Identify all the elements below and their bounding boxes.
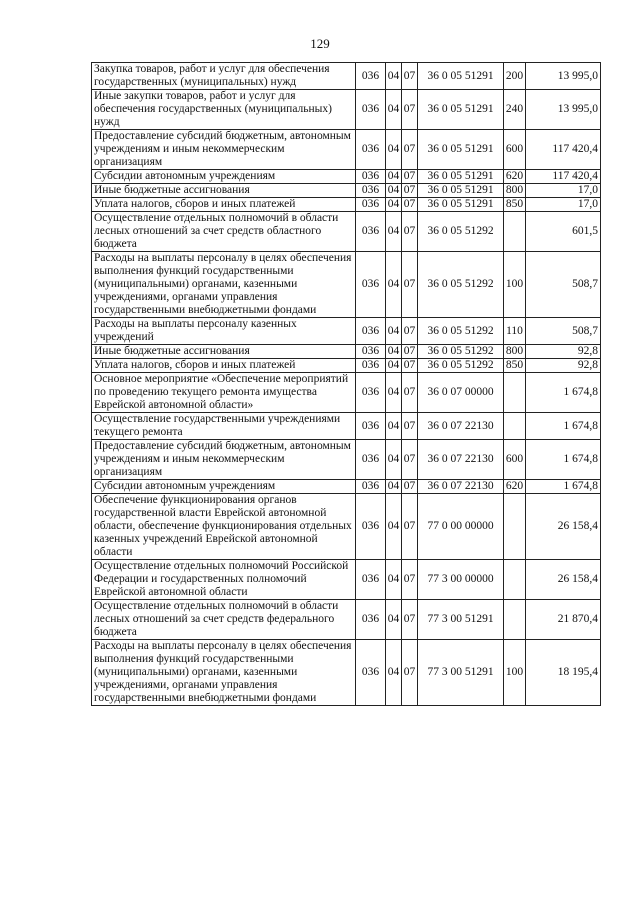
admin-code: 036 (356, 184, 386, 198)
expense-type-code: 850 (504, 198, 526, 212)
amount: 17,0 (526, 184, 601, 198)
section-code: 04 (386, 640, 402, 706)
amount: 508,7 (526, 318, 601, 345)
amount: 1 674,8 (526, 413, 601, 440)
subsection-code: 07 (402, 359, 418, 373)
expense-name: Предоставление субсидий бюджетным, автономным учреждениям и иным некоммерческим организациям (92, 440, 356, 480)
section-code: 04 (386, 413, 402, 440)
target-article-code: 36 0 05 51291 (418, 184, 504, 198)
expense-name: Осуществление государственными учреждениями текущего ремонта (92, 413, 356, 440)
section-code: 04 (386, 184, 402, 198)
admin-code: 036 (356, 640, 386, 706)
target-article-code: 36 0 05 51291 (418, 170, 504, 184)
section-code: 04 (386, 494, 402, 560)
section-code: 04 (386, 63, 402, 90)
expense-type-code (504, 413, 526, 440)
table-row (92, 252, 601, 318)
table-row (92, 345, 601, 359)
table-row (92, 184, 601, 198)
expense-type-code: 600 (504, 130, 526, 170)
target-article-code: 77 3 00 51291 (418, 640, 504, 706)
subsection-code: 07 (402, 170, 418, 184)
target-article-code: 36 0 05 51291 (418, 130, 504, 170)
expense-name: Иные закупки товаров, работ и услуг для обеспечения государственных (муниципальных) нужд (92, 90, 356, 130)
section-code: 04 (386, 345, 402, 359)
section-code: 04 (386, 480, 402, 494)
subsection-code: 07 (402, 345, 418, 359)
expense-name: Осуществление отдельных полномочий Российской Федерации и государственных полномочий Еврейской автономной области (92, 560, 356, 600)
amount: 508,7 (526, 252, 601, 318)
amount: 21 870,4 (526, 600, 601, 640)
target-article-code: 36 0 07 00000 (418, 373, 504, 413)
expense-name: Субсидии автономным учреждениям (92, 480, 356, 494)
admin-code: 036 (356, 130, 386, 170)
target-article-code: 36 0 05 51292 (418, 345, 504, 359)
expense-name: Обеспечение функционирования органов государственной власти Еврейской автономной области, обеспечение функционирования отдельных казенных учреждений Еврейской автономной области (92, 494, 356, 560)
table-row (92, 440, 601, 480)
admin-code: 036 (356, 212, 386, 252)
section-code: 04 (386, 560, 402, 600)
target-article-code: 36 0 05 51292 (418, 252, 504, 318)
admin-code: 036 (356, 480, 386, 494)
target-article-code: 36 0 05 51292 (418, 212, 504, 252)
amount: 92,8 (526, 345, 601, 359)
expense-name: Закупка товаров, работ и услуг для обеспечения государственных (муниципальных) нужд (92, 63, 356, 90)
admin-code: 036 (356, 413, 386, 440)
admin-code: 036 (356, 345, 386, 359)
expense-type-code (504, 494, 526, 560)
target-article-code: 36 0 05 51291 (418, 90, 504, 130)
target-article-code: 77 3 00 00000 (418, 560, 504, 600)
admin-code: 036 (356, 318, 386, 345)
section-code: 04 (386, 170, 402, 184)
expense-type-code (504, 560, 526, 600)
admin-code: 036 (356, 440, 386, 480)
admin-code: 036 (356, 198, 386, 212)
subsection-code: 07 (402, 318, 418, 345)
expense-type-code: 100 (504, 252, 526, 318)
target-article-code: 36 0 07 22130 (418, 440, 504, 480)
expense-name: Субсидии автономным учреждениям (92, 170, 356, 184)
subsection-code: 07 (402, 184, 418, 198)
subsection-code: 07 (402, 252, 418, 318)
page-number: 129 (310, 36, 330, 51)
expense-name: Основное мероприятие «Обеспечение мероприятий по проведению текущего ремонта имущества Еврейской автономной области» (92, 373, 356, 413)
admin-code: 036 (356, 373, 386, 413)
amount: 117 420,4 (526, 130, 601, 170)
table-row (92, 212, 601, 252)
subsection-code: 07 (402, 560, 418, 600)
expense-name: Расходы на выплаты персоналу в целях обеспечения выполнения функций государственными (муниципальными) органами, казенными учреждениями, органами управления государственными внебюджетными фондами (92, 252, 356, 318)
table-row (92, 90, 601, 130)
amount: 13 995,0 (526, 90, 601, 130)
subsection-code: 07 (402, 413, 418, 440)
section-code: 04 (386, 90, 402, 130)
subsection-code: 07 (402, 212, 418, 252)
amount: 26 158,4 (526, 560, 601, 600)
amount: 1 674,8 (526, 480, 601, 494)
section-code: 04 (386, 318, 402, 345)
section-code: 04 (386, 440, 402, 480)
subsection-code: 07 (402, 640, 418, 706)
table-body (92, 63, 601, 706)
subsection-code: 07 (402, 600, 418, 640)
expense-type-code: 600 (504, 440, 526, 480)
table-row (92, 373, 601, 413)
target-article-code: 77 3 00 51291 (418, 600, 504, 640)
expense-name: Осуществление отдельных полномочий в области лесных отношений за счет средств федерального бюджета (92, 600, 356, 640)
expense-type-code: 800 (504, 184, 526, 198)
expense-type-code: 620 (504, 480, 526, 494)
table-row (92, 413, 601, 440)
amount: 18 195,4 (526, 640, 601, 706)
subsection-code: 07 (402, 373, 418, 413)
section-code: 04 (386, 252, 402, 318)
expense-type-code: 850 (504, 359, 526, 373)
expense-name: Расходы на выплаты персоналу в целях обеспечения выполнения функций государственными (муниципальными) органами, казенными учреждениями, органами управления государственными внебюджетными фондами (92, 640, 356, 706)
expense-type-code: 200 (504, 63, 526, 90)
expense-type-code: 100 (504, 640, 526, 706)
admin-code: 036 (356, 90, 386, 130)
subsection-code: 07 (402, 440, 418, 480)
subsection-code: 07 (402, 63, 418, 90)
expense-type-code (504, 212, 526, 252)
expense-type-code: 800 (504, 345, 526, 359)
table-row (92, 494, 601, 560)
subsection-code: 07 (402, 494, 418, 560)
subsection-code: 07 (402, 480, 418, 494)
target-article-code: 36 0 05 51291 (418, 63, 504, 90)
section-code: 04 (386, 198, 402, 212)
expense-type-code: 240 (504, 90, 526, 130)
table-row (92, 480, 601, 494)
expense-type-code (504, 373, 526, 413)
expense-name: Иные бюджетные ассигнования (92, 184, 356, 198)
table-row (92, 198, 601, 212)
section-code: 04 (386, 600, 402, 640)
table-row (92, 359, 601, 373)
target-article-code: 36 0 05 51292 (418, 318, 504, 345)
table-row (92, 63, 601, 90)
table-row (92, 600, 601, 640)
table-row (92, 560, 601, 600)
amount: 117 420,4 (526, 170, 601, 184)
admin-code: 036 (356, 252, 386, 318)
section-code: 04 (386, 130, 402, 170)
subsection-code: 07 (402, 90, 418, 130)
target-article-code: 36 0 07 22130 (418, 413, 504, 440)
admin-code: 036 (356, 560, 386, 600)
section-code: 04 (386, 212, 402, 252)
admin-code: 036 (356, 359, 386, 373)
subsection-code: 07 (402, 198, 418, 212)
section-code: 04 (386, 373, 402, 413)
admin-code: 036 (356, 170, 386, 184)
expense-type-code: 110 (504, 318, 526, 345)
amount: 17,0 (526, 198, 601, 212)
expense-name: Расходы на выплаты персоналу казенных учреждений (92, 318, 356, 345)
target-article-code: 36 0 07 22130 (418, 480, 504, 494)
subsection-code: 07 (402, 130, 418, 170)
expense-type-code (504, 600, 526, 640)
target-article-code: 36 0 05 51292 (418, 359, 504, 373)
expense-name: Осуществление отдельных полномочий в области лесных отношений за счет средств областного бюджета (92, 212, 356, 252)
expense-type-code: 620 (504, 170, 526, 184)
expense-name: Предоставление субсидий бюджетным, автономным учреждениям и иным некоммерческим организациям (92, 130, 356, 170)
section-code: 04 (386, 359, 402, 373)
table-row (92, 318, 601, 345)
table-row (92, 640, 601, 706)
admin-code: 036 (356, 494, 386, 560)
budget-table (91, 62, 601, 706)
amount: 601,5 (526, 212, 601, 252)
amount: 1 674,8 (526, 373, 601, 413)
expense-name: Иные бюджетные ассигнования (92, 345, 356, 359)
amount: 92,8 (526, 359, 601, 373)
target-article-code: 77 0 00 00000 (418, 494, 504, 560)
target-article-code: 36 0 05 51291 (418, 198, 504, 212)
amount: 13 995,0 (526, 63, 601, 90)
amount: 26 158,4 (526, 494, 601, 560)
admin-code: 036 (356, 63, 386, 90)
expense-name: Уплата налогов, сборов и иных платежей (92, 359, 356, 373)
table-row (92, 130, 601, 170)
expense-name: Уплата налогов, сборов и иных платежей (92, 198, 356, 212)
admin-code: 036 (356, 600, 386, 640)
amount: 1 674,8 (526, 440, 601, 480)
table-row (92, 170, 601, 184)
